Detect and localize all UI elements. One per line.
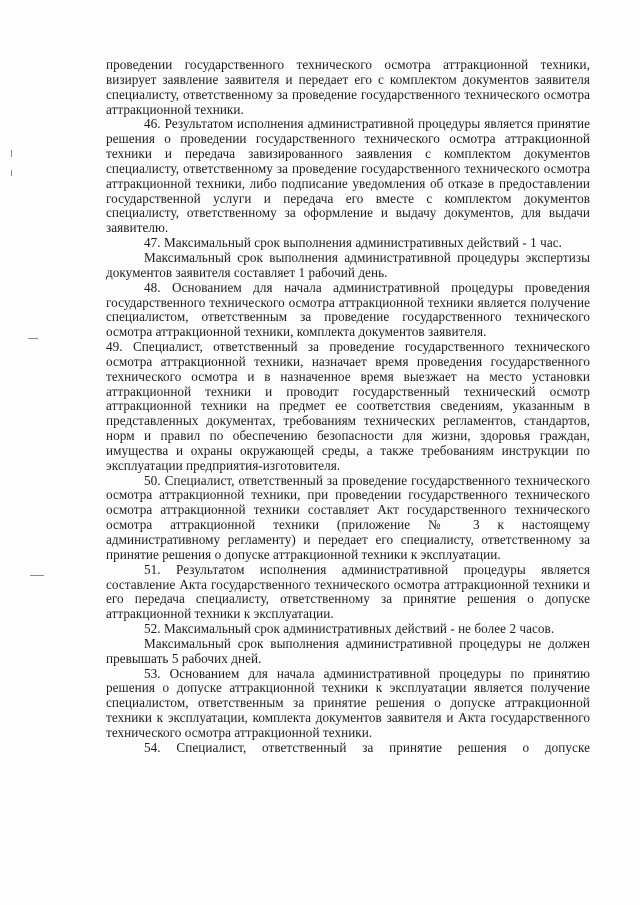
scan-margin-mark <box>28 338 38 339</box>
paragraph-48: 48. Основанием для начала административной процедуры проведения государственного технического осмотра аттракционной техники является получение специалистом, ответственным за проведение государственного технического осмотра аттракционной техники, комплекта документов заявителя. <box>106 279 590 340</box>
paragraph-continuation: проведении государственного технического осмотра аттракционной техники, визирует заявление заявителя и передает его с комплектом документов заявителя специалисту, ответственному за проведение государственного технического осмотра аттракционной техники. <box>106 57 590 117</box>
scan-margin-mark <box>11 150 12 157</box>
document-body <box>106 58 590 756</box>
paragraph-51: 51. Результатом исполнения административной процедуры является составление Акта государственного технического осмотра аттракционной техники и его передача специалисту, ответственному за принятие решения о допуске аттракционной техники к эксплуатации. <box>106 561 590 622</box>
paragraph-54: 54. Специалист, ответственный за принятие решения о допуске <box>144 739 590 755</box>
paragraph-49: 49. Специалист, ответственный за проведение государственного технического осмотра аттракционной техники, назначает время проведения государственного технического осмотра и в назначенное время выезжает на место установки аттракционной техники и проводит государственный технический осмотр аттракционной техники на предмет ее соответствия сведениям, указанным в представленных документах, требованиям технических регламентов, стандартов, норм и правил по обеспечению безопасности для жизни, здоровья граждан, имущества и охраны окружающей среды, а также требованиям инструкции по эксплуатации предприятия-изготовителя. <box>106 339 590 473</box>
paragraph-52-term: Максимальный срок выполнения административной процедуры не должен превышать 5 рабочих дней. <box>106 635 590 666</box>
paragraph-47: 47. Максимальный срок выполнения административных действий - 1 час. <box>144 235 562 251</box>
scan-margin-mark <box>30 575 44 576</box>
scan-margin-mark <box>11 170 12 176</box>
paragraph-46: 46. Результатом исполнения административной процедуры является принятие решения о проведении государственного технического осмотра аттракционной техники и передача завизированного заявления с комплектом документов специалисту, ответственному за проведение государственного технического осмотра аттракционной техники, либо подписание уведомления об отказе в предоставлении государственной услуги и передача его вместе с комплектом документов специалисту, ответственному за оформление и выдачу документов, для выдачи заявителю. <box>106 116 590 236</box>
paragraph-52: 52. Максимальный срок административных действий - не более 2 часов. <box>144 621 555 637</box>
paragraph-47-term: Максимальный срок выполнения административной процедуры экспертизы документов заявителя составляет 1 рабочий день. <box>106 249 590 280</box>
paragraph-53: 53. Основанием для начала административной процедуры по принятию решения о допуске аттракционной техники к эксплуатации является получение специалистом, ответственным за принятие решения о допуске аттракционной техники к эксплуатации, комплекта документов заявителя и Акта государственного технического осмотра аттракционной техники. <box>106 665 590 740</box>
paragraph-50: 50. Специалист, ответственный за проведение государственного технического осмотра аттракционной техники, при проведении государственного технического осмотра аттракционной техники составляет Акт государственного технического осмотра аттракционной техники (приложение № 3 к настоящему административному регламенту) и передает его специалисту, ответственному за принятие решения о допуске аттракционной техники к эксплуатации. <box>106 472 590 562</box>
